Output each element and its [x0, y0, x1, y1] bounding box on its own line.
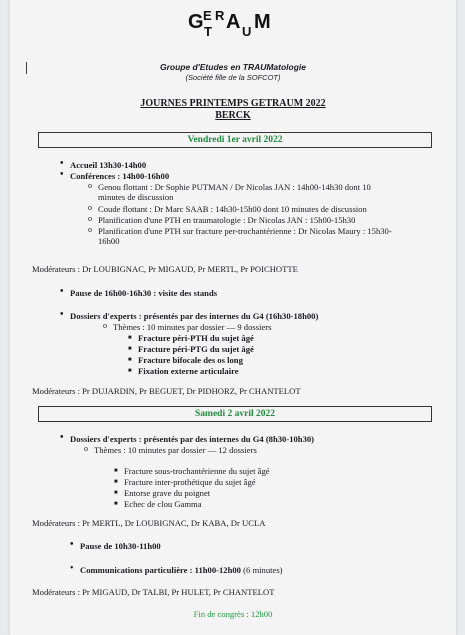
day2-label: Samedi 2 avril 2022 — [195, 409, 275, 419]
day2-themes: o Thèmes : 10 minutes par dossier — 12 dossiers — [94, 445, 257, 456]
day2-dossiers: • Dossiers d'experts : présentés par des internes du G4 (8h30-10h30) — [70, 434, 314, 445]
talk-2: o Coude flottant : Dr Marc SAAB : 14h30-15h00 dont 10 minutes de discussion — [98, 204, 367, 215]
svg-text:A: A — [226, 11, 241, 33]
day2-item-2: ■ Fracture inter-prothétique du sujet âgé — [124, 477, 256, 488]
talk-1: o Genou flottant : Dr Sophie PUTMAN / Dr Nicolas JAN : 14h00-14h30 dont 10 — [98, 182, 371, 193]
day1-label: Vendredi 1er avril 2022 — [187, 135, 283, 145]
svg-text:G: G — [188, 11, 204, 33]
accueil: • Accueil 13h30-14h00 — [70, 160, 146, 171]
day1-item-1: ■ Fracture péri-PTH du sujet âgé — [138, 333, 254, 344]
document-page — [10, 0, 456, 635]
org-subtitle: (Société fille de la SOFCOT) — [185, 73, 281, 82]
day2-pause: • Pause de 10h30-11h00 — [80, 541, 161, 552]
event-place: BERCK — [215, 110, 251, 121]
svg-text:R: R — [215, 8, 225, 23]
day2-communications — [80, 565, 283, 576]
event-title: JOURNES PRINTEMPS GETRAUM 2022 — [140, 98, 326, 109]
talk-4: o Planification d'une PTH sur fracture per-trochantérienne : Dr Nicolas Maury : 15h30- — [98, 226, 392, 237]
day2-moderators-1: Modérateurs : Pr MERTL, Dr LOUBIGNAC, Dr KABA, Dr UCLA — [32, 518, 266, 528]
day1-moderators-2: Modérateurs : Pr DUJARDIN, Pr BEGUET, Dr PIDHORZ, Pr CHANTELOT — [32, 386, 301, 396]
day2-moderators-2: Modérateurs : Pr MIGAUD, Dr TALBI, Pr HULET, Pr CHANTELOT — [32, 587, 275, 597]
day2-header — [38, 406, 432, 422]
org-name: Groupe d'Etudes en TRAUMatologie — [159, 62, 307, 72]
conferences: • Conférences : 14h00-16h00 — [70, 171, 169, 182]
svg-text:M: M — [254, 11, 271, 33]
svg-text:T: T — [204, 24, 212, 39]
talk-1-cont: minutes de discussion — [98, 192, 174, 202]
day1-moderators-1: Modérateurs : Dr LOUBIGNAC, Pr MIGAUD, Pr MERTL, Pr POICHOTTE — [32, 264, 298, 274]
communications-note: (6 minutes) — [243, 565, 283, 575]
day1-item-2: ■ Fracture péri-PTG du sujet âgé — [138, 344, 254, 355]
day2-item-3: ■ Entorse grave du poignet — [124, 488, 210, 499]
day1-themes: o Thèmes : 10 minutes par dossier — 9 dossiers — [113, 322, 272, 333]
talk-3: o Planification d'une PTH en traumatologie : Dr Nicolas JAN : 15h00-15h30 — [98, 215, 355, 226]
day2-item-1: ■ Fracture sous-trochantérienne du sujet âgé — [124, 466, 270, 477]
day1-dossiers: • Dossiers d'experts : présentés par des internes du G4 (16h30-18h00) — [70, 311, 318, 322]
logo-graphic — [186, 6, 282, 42]
day1-item-3: ■ Fracture bifocale des os long — [138, 355, 243, 366]
day1-item-4: ■ Fixation externe articulaire — [138, 366, 239, 377]
getraum-logo — [186, 6, 282, 42]
day2-item-4: ■ Echec de clou Gamma — [124, 499, 202, 510]
svg-text:E: E — [203, 8, 212, 23]
talk-4-cont: 16h00 — [98, 236, 120, 246]
day1-pause: • Pause de 16h00-16h30 : visite des stands — [70, 288, 217, 299]
day1-header — [38, 132, 432, 148]
svg-text:U: U — [242, 24, 252, 39]
communications-label: Communications particulière : 11h00-12h00 — [80, 565, 241, 575]
end-of-congress: Fin de congrès : 12h00 — [193, 609, 273, 619]
